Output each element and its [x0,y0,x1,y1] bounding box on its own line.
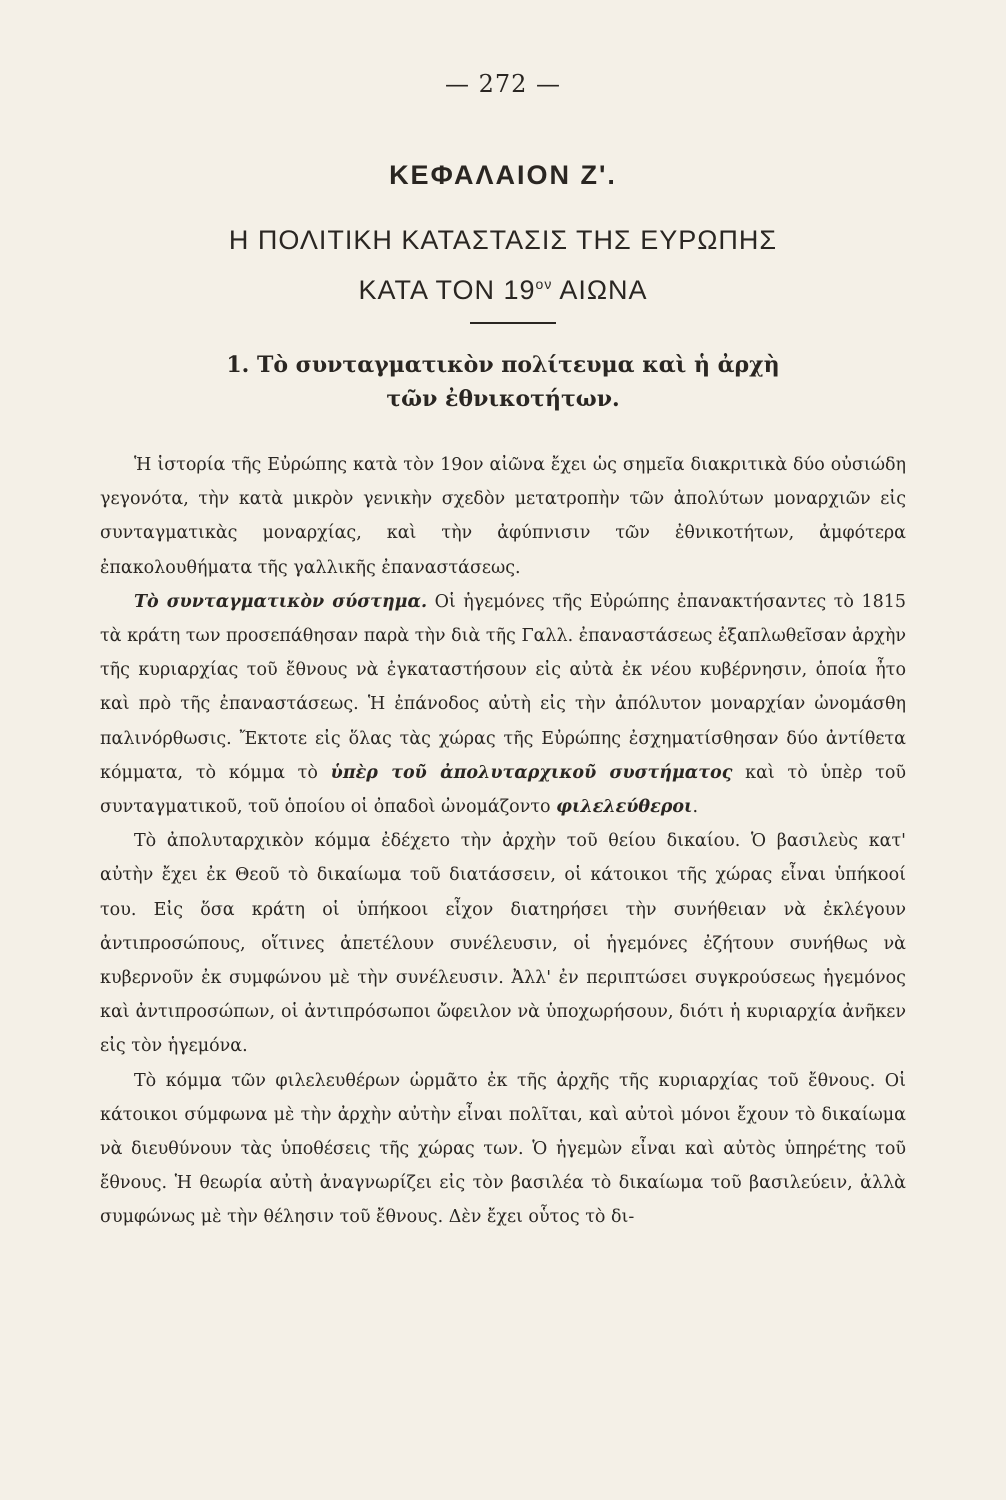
paragraph-1: Ἡ ἱστορία τῆς Εὐρώπης κατὰ τὸν 19ον αἰῶνα ἔχει ὡς σημεῖα διακριτικὰ δύο οὐσιώδη γεγονότα, τὴν κατὰ μικρὸν γενικὴν σχεδὸν μετατροπὴν τῶν ἀπολύτων μοναρχιῶν εἰς συνταγματικὰς μοναρχίας, καὶ τὴν ἀφύπνισιν τῶν ἐθνικοτήτων, ἀμφότερα ἐπακολουθήματα τῆς γαλλικῆς ἐπαναστάσεως. [100,455,906,578]
chapter-title-line-2 [0,262,1006,312]
chapter-title-line-1: Η ΠΟΛΙΤΙΚΗ ΚΑΤΑΣΤΑΣΙΣ ΤΗΣ ΕΥΡΩΠΗΣ [228,225,778,255]
title-divider [470,322,556,324]
title-century-suffix: ΑΙΩΝΑ [552,275,648,305]
page-number: — 272 — [444,70,562,98]
paragraph-3: Τὸ ἀπολυταρχικὸν κόμμα ἐδέχετο τὴν ἀρχὴν τοῦ θείου δικαίου. Ὁ βασιλεὺς κατ' αὐτὴν ἔχει ἐκ Θεοῦ τὸ δικαίωμα τοῦ διατάσσειν, οἱ κάτοικοι τῆς χώρας εἶναι ὑπήκοοί του. Εἰς ὅσα κράτη οἱ ὑπήκοοι εἶχον διατηρήσει τὴν συνήθειαν νὰ ἐκλέγουν ἀντιπροσώπους, οἵτινες ἀπετέλουν συνέλευσιν, οἱ ἡγεμόνες ἐζήτουν συνήθως νὰ κυβερνοῦν ἐκ συμφώνου μὲ τὴν συνέλευσιν. Ἀλλ' ἐν περιπτώσει συγκρούσεως ἡγεμόνος καὶ ἀντιπροσώπων, οἱ ἀντιπρόσωποι ὤφειλον νὰ ὑποχωρήσουν, διότι ἡ κυριαρχία ἀνῆκεν εἰς τὸν ἡγεμόνα. [100,831,906,1057]
section-heading-line-1: 1. Τὸ συνταγματικὸν πολίτευμα καὶ ἡ ἀρχὴ [226,352,780,378]
section-heading [100,348,906,416]
title-century-prefix: ΚΑΤΑ ΤΟΝ 19 [358,275,536,305]
paragraph-4: Τὸ κόμμα τῶν φιλελευθέρων ὡρμᾶτο ἐκ τῆς ἀρχῆς τῆς κυριαρχίας τοῦ ἔθνους. Οἱ κάτοικοι σύμφωνα μὲ τὴν ἀρχὴν αὐτὴν εἶναι πολῖται, καὶ αὐτοὶ μόνοι ἔχουν τὸ δικαίωμα νὰ διευθύνουν τὰς ὑποθέσεις τῆς χώρας των. Ὁ ἡγεμὼν εἶναι καὶ αὐτὸς ὑπηρέτης τοῦ ἔθνους. Ἡ θεωρία αὐτὴ ἀναγνωρίζει εἰς τὸν βασιλέα τὸ δικαίωμα τοῦ βασιλεύειν, ἀλλὰ συμφώνως μὲ τὴν θέλησιν τοῦ ἔθνους. Δὲν ἔχει οὗτος τὸ δι- [100,1070,906,1228]
paragraph-2-emphasis-2: φιλελεύθεροι [556,797,693,818]
paragraph-2-emphasis-1: ὑπὲρ τοῦ ἀπολυταρχικοῦ συστήματος [330,762,733,783]
paragraph-2-text-c: . [692,797,699,818]
title-century-ordinal: ον [535,276,553,292]
paragraph-2 [100,585,906,824]
chapter-heading: ΚΕΦΑΛΑΙΟΝ Ζ'. [389,160,617,190]
chapter-title [0,218,1006,312]
body-text [100,448,906,1235]
paragraph-2-text-a: Οἱ ἡγεμόνες τῆς Εὐρώπης ἐπανακτήσαντες τὸ 1815 τὰ κράτη των προσεπάθησαν παρὰ τὴν διὰ τῆς Γαλλ. ἐπαναστάσεως ἐξαπλωθεῖσαν ἀρχὴν τῆς κυριαρχίας τοῦ ἔθνους νὰ ἐγκαταστήσουν εἰς αὐτὰ ἐκ νέου κυβέρνησιν, ὁποία ἦτο καὶ πρὸ τῆς ἐπαναστάσεως. Ἡ ἐπάνοδος αὐτὴ εἰς τὴν ἀπόλυτον μοναρχίαν ὠνομάσθη παλινόρθωσις. Ἔκτοτε εἰς ὅλας τὰς χώρας τῆς Εὐρώπης ἐσχηματίσθησαν δύο ἀντίθετα κόμματα, τὸ κόμμα τὸ [100,591,906,783]
paragraph-2-text-b: καὶ τὸ ὑπὲρ τοῦ συνταγματικοῦ, τοῦ ὁποίου οἱ ὀπαδοὶ ὠνομάζοντο [100,762,906,818]
paragraph-2-lead: Τὸ συνταγματικὸν σύστημα. [134,591,428,612]
section-heading-line-2: τῶν ἐθνικοτήτων. [386,386,620,412]
